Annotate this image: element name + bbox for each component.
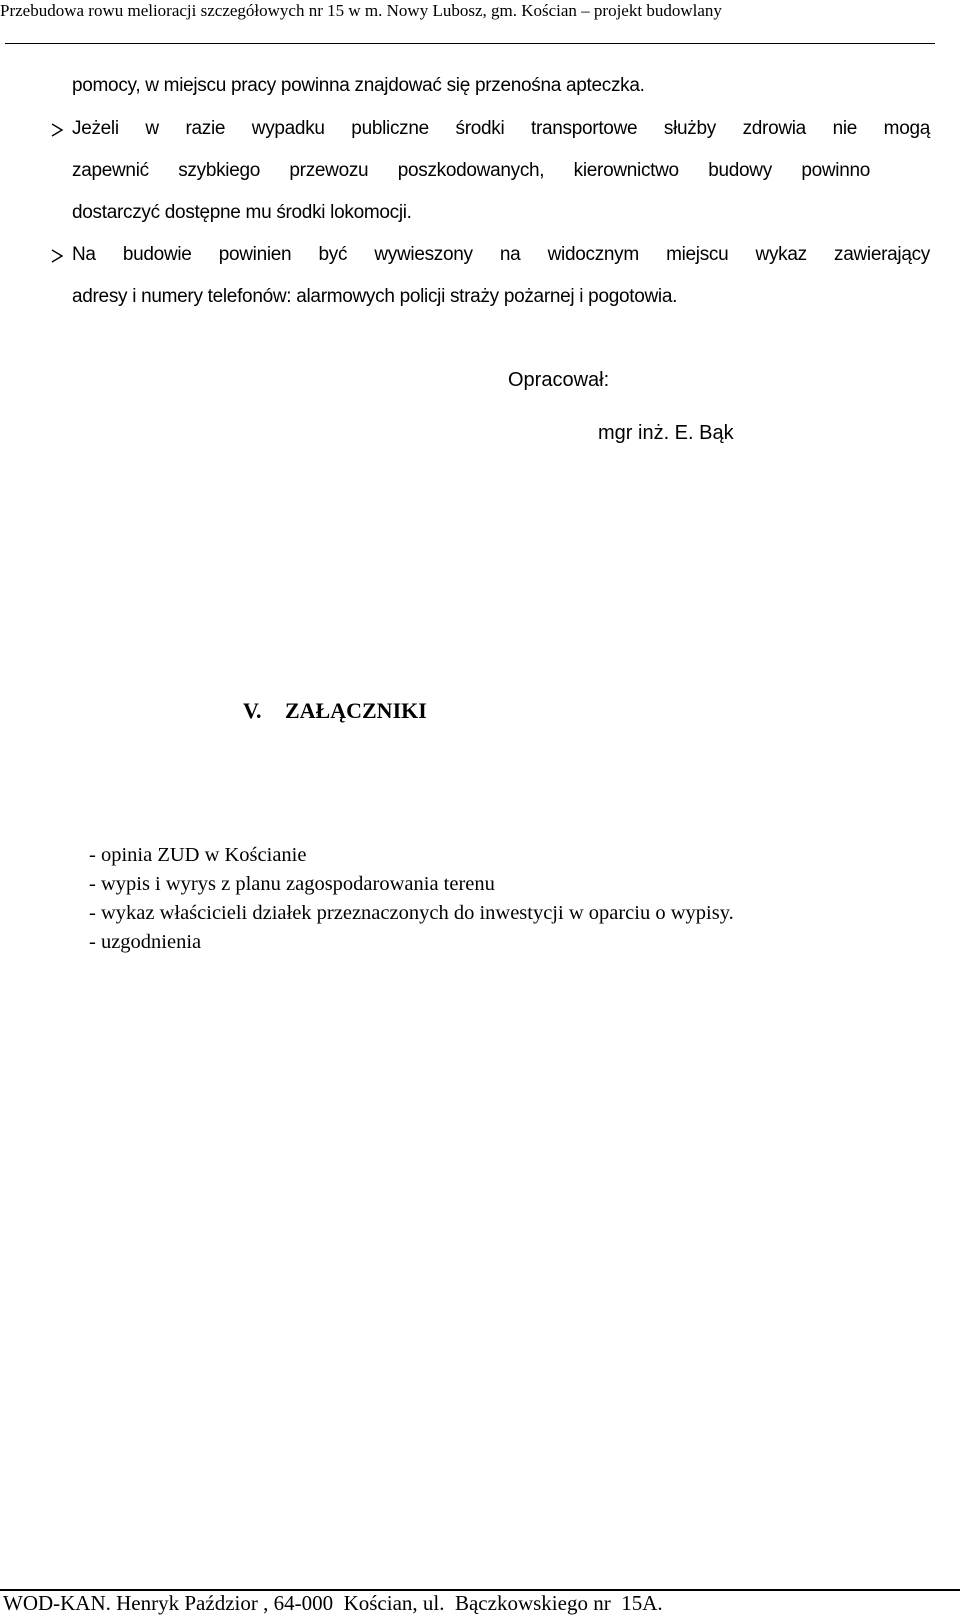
section-heading — [243, 698, 427, 724]
page-footer: WOD-KAN. Henryk Paździor , 64-000 Kościan, ul. Bączkowskiego nr 15A. — [3, 1591, 663, 1615]
header-divider — [5, 43, 935, 44]
bullet-2-line-2: adresy i numery telefonów: alarmowych policji straży pożarnej i pogotowia. — [72, 286, 678, 307]
page-header-title: Przebudowa rowu melioracji szczegółowych nr 15 w m. Nowy Lubosz, gm. Kościan – projekt budowlany — [0, 1, 722, 20]
bullet-2-line-1: Na budowie powinien być wywieszony na widocznym miejscu wykaz zawierający — [72, 244, 930, 265]
signature-name: mgr inż. E. Bąk — [598, 422, 734, 444]
attachment-item: - opinia ZUD w Kościanie — [89, 844, 307, 866]
bullet-1-line-1: Jeżeli w razie wypadku publiczne środki transportowe służby zdrowia nie mogą — [72, 118, 930, 139]
continuation-line: pomocy, w miejscu pracy powinna znajdować się przenośna apteczka. — [72, 75, 645, 96]
attachment-item: - wykaz właścicieli działek przeznaczonych do inwestycji w oparciu o wypisy. — [89, 902, 734, 924]
section-number: V. — [243, 698, 262, 723]
attachment-item: - wypis i wyrys z planu zagospodarowania terenu — [89, 873, 495, 895]
arrow-bullet-icon — [50, 249, 64, 263]
signature-label: Opracował: — [508, 369, 610, 391]
bullet-1-line-2: zapewnić szybkiego przewozu poszkodowanych, kierownictwo budowy powinno — [72, 160, 870, 181]
attachment-item: - uzgodnienia — [89, 931, 202, 953]
bullet-1-line-3: dostarczyć dostępne mu środki lokomocji. — [72, 202, 412, 223]
arrow-bullet-icon — [50, 123, 64, 137]
section-title: ZAŁĄCZNIKI — [285, 698, 427, 723]
